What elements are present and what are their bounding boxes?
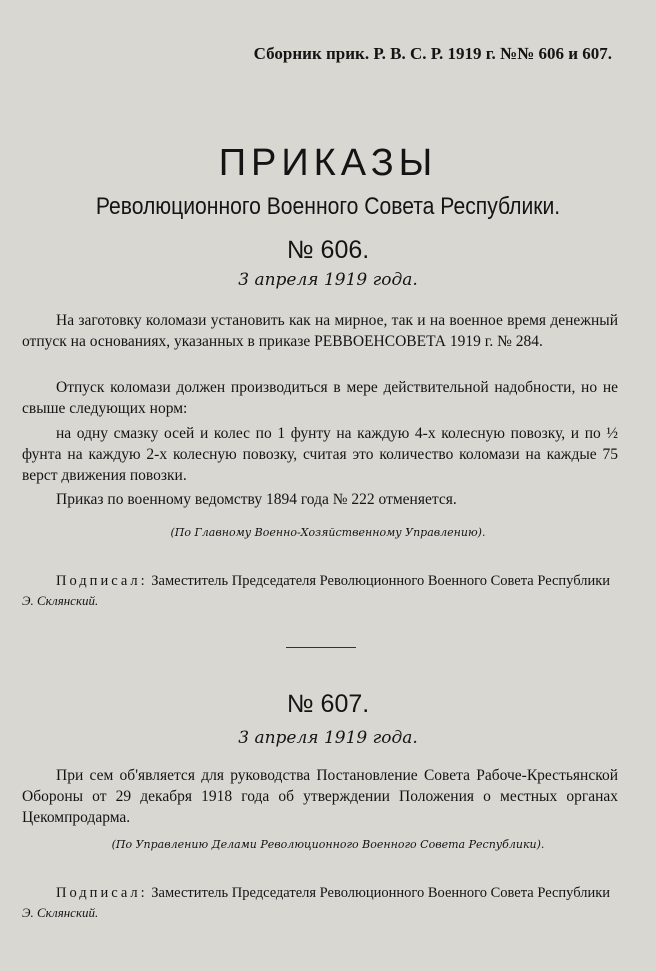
order-606-date: 3 апреля 1919 года. <box>238 270 418 290</box>
order-606-paragraph-2: Отпуск коломази должен производиться в мере действительной надобности, но не свыше следующих норм: <box>22 379 618 417</box>
order-607-source-note: (По Управлению Делами Революционного Военного Совета Республики). <box>111 838 545 851</box>
signature-name: Э. Склянский. <box>22 905 99 920</box>
signature-name: Э. Склянский. <box>22 593 99 608</box>
signature-title: Заместитель Председателя Революционного Военного Совета Республики <box>151 573 611 589</box>
signature-label: Подписал: <box>56 573 148 589</box>
order-606-paragraph-4: Приказ по военному ведомству 1894 года № 222 отменяется. <box>56 491 457 508</box>
order-606-source-note: (По Главному Военно-Хозяйственному Управлению). <box>170 526 486 539</box>
section-divider <box>286 647 356 648</box>
order-607-date: 3 апреля 1919 года. <box>238 728 418 748</box>
order-607-signature <box>22 884 632 923</box>
collection-header: Сборник прик. Р. В. С. Р. 1919 г. №№ 606 и 607. <box>253 44 612 63</box>
order-606-paragraph-3: на одну смазку осей и колес по 1 фунту на каждую 4-х колесную повозку, и по ½ фунта на каждую 2-х колесную повозку, считая это количество коломази на каждые 75 верст движения повозки. <box>22 425 618 484</box>
order-607-number: № 607. <box>286 690 370 718</box>
order-606-paragraph-1: На заготовку коломази установить как на мирное, так и на военное время денежный отпуск на основаниях, указанных в приказе РЕВВОЕНСОВЕТА 1919 г. № 284. <box>22 312 618 350</box>
order-607-paragraph-1: При сем об'является для руководства Постановление Совета Рабоче-Крестьянской Обороны от 29 декабря 1918 года об утверждении Положения о местных органах Цекомпродарма. <box>22 767 618 826</box>
signature-label: Подписал: <box>56 885 148 901</box>
document-title: ПРИКАЗЫ <box>218 142 438 184</box>
signature-title: Заместитель Председателя Революционного Военного Совета Республики <box>151 885 611 901</box>
order-606-number: № 606. <box>286 236 370 264</box>
order-606-signature <box>22 572 632 611</box>
document-subtitle: Революционного Военного Совета Республики. <box>95 193 561 220</box>
